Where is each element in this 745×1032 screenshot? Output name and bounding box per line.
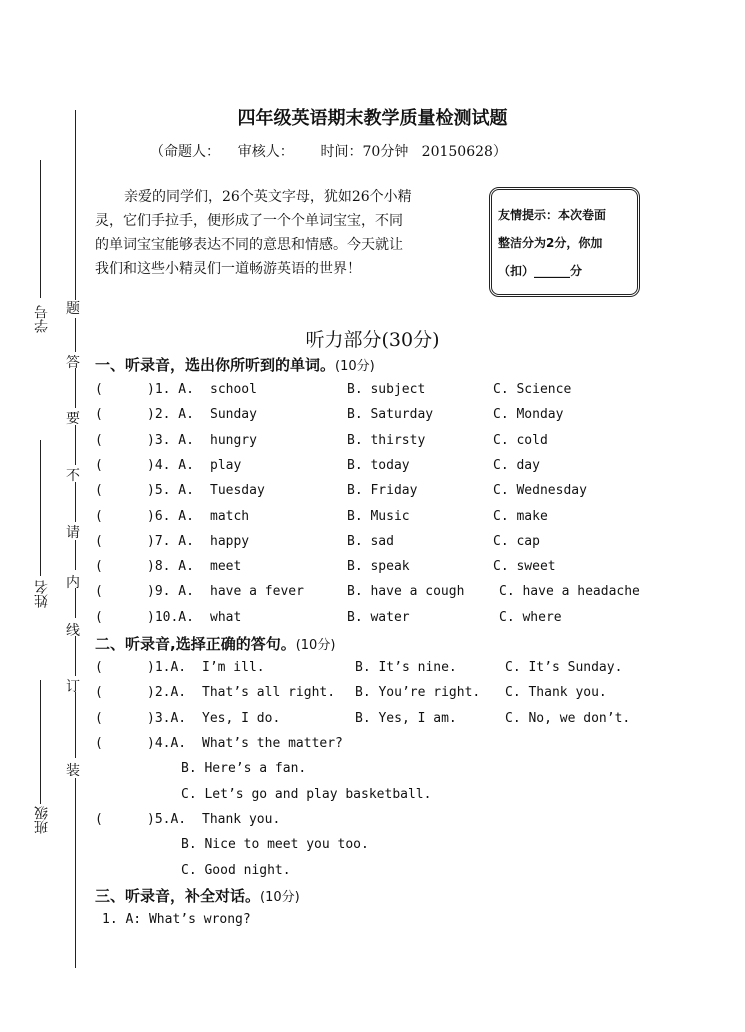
- question-number: )1. A.: [147, 382, 202, 397]
- margin-line: [75, 425, 76, 465]
- option-c[interactable]: C. It’s Sunday.: [505, 660, 623, 675]
- class-field[interactable]: [40, 680, 41, 804]
- question-row: [95, 581, 735, 603]
- question-row: [95, 404, 735, 426]
- option-b[interactable]: B. Here’s a fan.: [181, 761, 307, 776]
- option-c[interactable]: C. Let’s go and play basketball.: [181, 787, 432, 802]
- answer-paren[interactable]: (: [95, 710, 103, 726]
- seal-char: 装: [66, 763, 80, 779]
- option-c[interactable]: C. make: [493, 508, 548, 524]
- margin-line: [75, 482, 76, 522]
- question-row: [95, 607, 735, 629]
- option-a[interactable]: hungry: [210, 432, 257, 448]
- margin-line: [75, 778, 76, 968]
- option-b[interactable]: B. have a cough: [347, 584, 465, 600]
- option-a[interactable]: what: [210, 609, 242, 625]
- option-c[interactable]: C. Thank you.: [505, 685, 607, 701]
- option-b[interactable]: B. subject: [347, 382, 426, 397]
- exam-title: 四年级英语期末教学质量检测试题: [237, 108, 508, 129]
- section1-title: 一、听录音，选出你所听到的单词。: [95, 356, 336, 374]
- option-c[interactable]: C. have a headache: [499, 584, 640, 600]
- question-row: [95, 834, 735, 856]
- name-label: 姓名: [34, 580, 50, 608]
- question-row: [95, 784, 735, 806]
- question-number: )2.A.: [147, 685, 194, 701]
- question-number: )5. A.: [147, 483, 202, 499]
- student-id-field[interactable]: [40, 160, 41, 298]
- option-a[interactable]: What’s the matter?: [202, 736, 343, 751]
- answer-paren[interactable]: (: [95, 483, 103, 499]
- question-row: [95, 733, 735, 755]
- seal-char: 题: [66, 301, 80, 317]
- option-b[interactable]: B. water: [347, 609, 410, 625]
- question-row: [95, 506, 735, 528]
- option-b[interactable]: B. thirsty: [347, 432, 426, 448]
- option-b[interactable]: B. Saturday: [347, 407, 434, 423]
- section1-heading: [95, 354, 375, 375]
- seal-char: 线: [66, 623, 80, 639]
- answer-paren[interactable]: (: [95, 584, 103, 600]
- margin-line: [75, 588, 76, 618]
- option-a[interactable]: That’s all right.: [202, 685, 336, 701]
- question-row: [95, 430, 735, 452]
- answer-paren[interactable]: (: [95, 609, 103, 625]
- seal-char: 请: [66, 525, 80, 541]
- option-c[interactable]: C. Good night.: [181, 863, 291, 878]
- option-c[interactable]: C. Science: [493, 382, 572, 397]
- question-number: )5.A.: [147, 812, 194, 827]
- question-number: )9. A.: [147, 584, 202, 600]
- section2-score: (10分): [295, 638, 336, 653]
- answer-paren[interactable]: (: [95, 736, 103, 751]
- name-field[interactable]: [40, 440, 41, 576]
- option-b[interactable]: B. sad: [347, 533, 394, 549]
- option-b[interactable]: B. Yes, I am.: [355, 710, 457, 726]
- tip-box: [489, 187, 640, 297]
- question-number: )3. A.: [147, 432, 202, 448]
- section2-heading: [95, 633, 335, 654]
- margin-line: [75, 110, 76, 300]
- question-number: )4.A.: [147, 736, 194, 751]
- section3-heading: [95, 885, 300, 906]
- option-c[interactable]: C. day: [493, 457, 540, 473]
- section1-score: (10分): [335, 359, 375, 374]
- option-a[interactable]: Tuesday: [210, 483, 265, 499]
- margin-line: [75, 636, 76, 676]
- question-number: )6. A.: [147, 508, 202, 524]
- seal-char: 不: [66, 468, 80, 484]
- option-b[interactable]: B. today: [347, 457, 410, 473]
- seal-char: 内: [66, 575, 80, 591]
- option-a[interactable]: Sunday: [210, 407, 257, 423]
- option-c[interactable]: C. No, we don’t.: [505, 710, 631, 726]
- question-row: [95, 455, 735, 477]
- question-number: )2. A.: [147, 407, 202, 423]
- option-b[interactable]: B. speak: [347, 559, 410, 575]
- question-row: [95, 480, 735, 502]
- question-number: )4. A.: [147, 457, 202, 473]
- question-row: [95, 860, 735, 882]
- intro-line: 亲爱的同学们，26个英文字母，犹如26个小精: [124, 189, 412, 205]
- option-a[interactable]: meet: [210, 559, 242, 575]
- option-c[interactable]: C. Wednesday: [493, 483, 587, 499]
- option-c[interactable]: C. cold: [493, 432, 548, 448]
- option-a[interactable]: play: [210, 457, 242, 473]
- seal-char: 订: [66, 679, 80, 695]
- margin-line: [75, 692, 76, 758]
- tip-line: 友情提示：本次卷面: [498, 208, 607, 222]
- question-row: [95, 682, 735, 704]
- dialogue-line: 1. A: What’s wrong?: [102, 912, 251, 927]
- answer-paren[interactable]: (: [95, 660, 103, 675]
- option-a[interactable]: Yes, I do.: [202, 710, 281, 726]
- answer-paren[interactable]: (: [95, 407, 103, 423]
- option-b[interactable]: B. Nice to meet you too.: [181, 837, 369, 852]
- option-b[interactable]: B. Music: [347, 508, 410, 524]
- answer-paren[interactable]: (: [95, 685, 103, 701]
- option-b[interactable]: B. You’re right.: [355, 685, 481, 701]
- question-row: [95, 379, 735, 401]
- option-b[interactable]: B. Friday: [347, 483, 418, 499]
- question-number: )10.A.: [147, 609, 202, 625]
- answer-paren[interactable]: (: [95, 533, 103, 549]
- option-a[interactable]: I’m ill.: [202, 660, 265, 675]
- question-number: )7. A.: [147, 533, 202, 549]
- answer-paren[interactable]: (: [95, 812, 103, 827]
- margin-line: [75, 540, 76, 570]
- section3-title: 三、听录音，补全对话。: [95, 887, 261, 905]
- option-b[interactable]: B. It’s nine.: [355, 660, 457, 675]
- option-a[interactable]: happy: [210, 533, 250, 549]
- question-number: )8. A.: [147, 559, 202, 575]
- option-c[interactable]: C. Monday: [493, 407, 564, 423]
- option-a[interactable]: match: [210, 508, 250, 524]
- option-c[interactable]: C. sweet: [493, 559, 556, 575]
- intro-line: 的单词宝宝能够表达不同的意思和情感。今天就让: [95, 237, 403, 253]
- exam-meta: （命题人： 审核人： 时间：70分钟 20150628）: [150, 144, 507, 160]
- option-a[interactable]: school: [210, 382, 257, 397]
- option-a[interactable]: Thank you.: [202, 812, 281, 827]
- question-row: [95, 809, 735, 831]
- question-row: [95, 708, 735, 730]
- answer-paren[interactable]: (: [95, 382, 103, 397]
- question-row: [95, 531, 735, 553]
- tip-line: （扣）______分: [498, 264, 583, 278]
- question-number: )1.A.: [147, 660, 194, 675]
- option-c[interactable]: C. cap: [493, 533, 540, 549]
- part-title: 听力部分(30分): [305, 329, 440, 351]
- question-number: )3.A.: [147, 710, 194, 726]
- question-row: [95, 758, 735, 780]
- section2-title: 二、听录音,选择正确的答句。: [95, 635, 296, 653]
- tip-line: 整洁分为2分，你加: [498, 236, 603, 250]
- answer-paren[interactable]: (: [95, 457, 103, 473]
- intro-line: 灵，它们手拉手，便形成了一个个单词宝宝，不同: [95, 213, 403, 229]
- class-label: 班级: [34, 806, 50, 834]
- answer-paren[interactable]: (: [95, 559, 103, 575]
- seal-char: 要: [66, 411, 80, 427]
- answer-paren[interactable]: (: [95, 432, 103, 448]
- margin-line: [75, 368, 76, 408]
- option-a[interactable]: have a fever: [210, 584, 304, 600]
- section3-score: (10分): [260, 890, 300, 905]
- question-row: [95, 556, 735, 578]
- intro-line: 我们和这些小精灵们一道畅游英语的世界！: [95, 261, 361, 277]
- answer-paren[interactable]: (: [95, 508, 103, 524]
- student-id-label: 学号: [34, 305, 50, 333]
- option-c[interactable]: C. where: [499, 609, 562, 625]
- seal-char: 答: [66, 355, 80, 371]
- question-row: [95, 657, 735, 679]
